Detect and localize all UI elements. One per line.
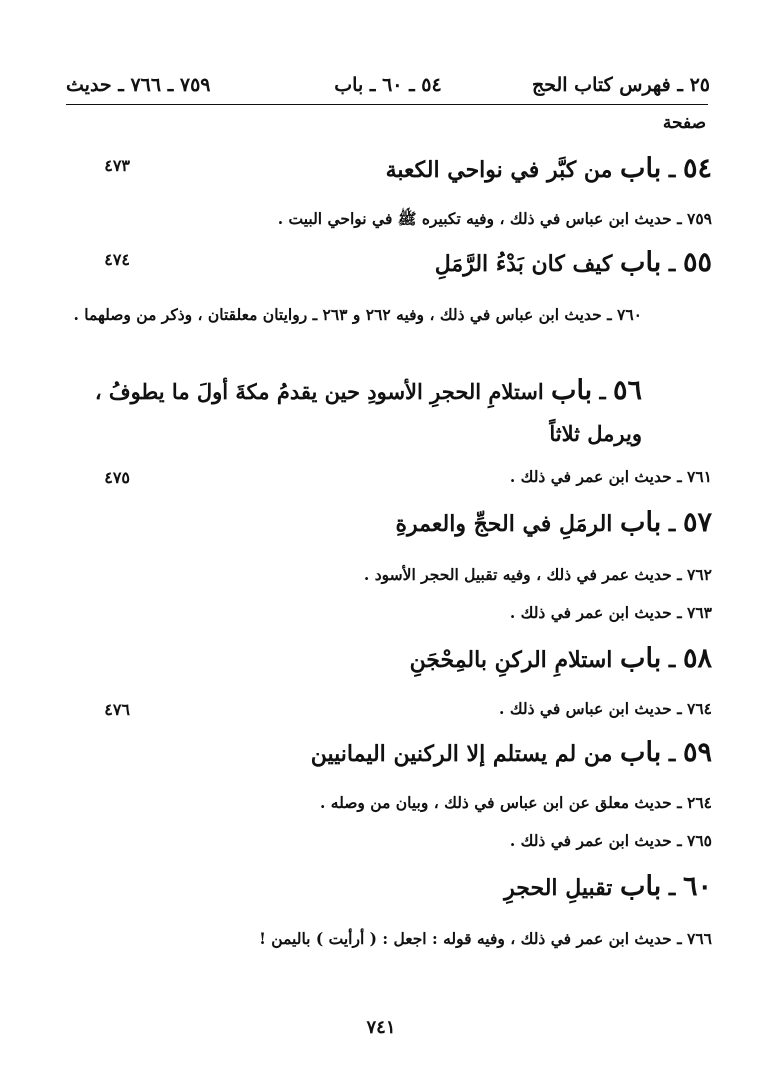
page-ref: ٤٧٣ bbox=[104, 156, 130, 175]
bab-title bbox=[130, 868, 712, 907]
bab-dash: ـ bbox=[661, 875, 683, 901]
hadith-text: ٧٥٩ ـ حديث ابن عباس في ذلك ، وفيه تكبيره ﷺ في نواحي البيت . bbox=[277, 209, 712, 228]
bab-dash: ـ bbox=[661, 251, 683, 277]
bab-title bbox=[130, 150, 712, 189]
bab-title bbox=[66, 370, 642, 455]
bab-heading: الرمَلِ في الحجِّ والعمرةِ bbox=[395, 511, 621, 537]
bab-dash: ـ bbox=[592, 379, 613, 404]
bab-number: ٥٦ bbox=[612, 375, 642, 406]
index-entry-bab-59 bbox=[60, 734, 712, 773]
index-entry-hadith-763 bbox=[60, 598, 712, 628]
bab-word: باب bbox=[620, 247, 662, 278]
header-bab-range: ٥٤ ـ ٦٠ ـ باب bbox=[334, 74, 442, 96]
hadith-text: ٧٦١ ـ حديث ابن عمر في ذلك . bbox=[509, 467, 712, 486]
bab-word: باب bbox=[620, 737, 662, 768]
index-entry-hadith-264 bbox=[60, 788, 712, 818]
bab-number: ٦٠ bbox=[682, 871, 712, 902]
bab-dash: ـ bbox=[661, 157, 683, 183]
hadith-text: ٧٦٣ ـ حديث ابن عمر في ذلك . bbox=[509, 603, 712, 622]
bab-title bbox=[130, 504, 712, 543]
bab-title bbox=[130, 734, 712, 773]
bab-number: ٥٨ bbox=[682, 643, 712, 674]
bab-word: باب bbox=[620, 153, 662, 184]
index-entry-bab-55 bbox=[60, 244, 712, 283]
bab-number: ٥٤ bbox=[682, 153, 712, 184]
bab-heading: تقبيلِ الحجرِ bbox=[504, 875, 621, 901]
bab-word: باب bbox=[620, 643, 662, 674]
bab-dash: ـ bbox=[661, 647, 683, 673]
hadith-text: ٢٦٤ ـ حديث معلق عن ابن عباس في ذلك ، وبيان من وصله . bbox=[320, 793, 712, 812]
page-ref: ٤٧٤ bbox=[104, 250, 130, 269]
bab-heading: كيف كان بَدْءُ الرَّمَلِ bbox=[434, 251, 621, 277]
index-entry-bab-57 bbox=[60, 504, 712, 543]
bab-word: باب bbox=[620, 507, 662, 538]
page-number: ٧٤١ bbox=[366, 1017, 396, 1038]
hadith-text: ٧٦٥ ـ حديث ابن عمر في ذلك . bbox=[509, 831, 712, 850]
page-ref: ٤٧٦ bbox=[104, 700, 130, 719]
index-entry-hadith-760 bbox=[66, 300, 712, 330]
bab-title bbox=[130, 244, 712, 283]
index-entry-bab-54 bbox=[60, 150, 712, 189]
bab-word: باب bbox=[551, 375, 593, 406]
bab-title bbox=[130, 640, 712, 679]
index-entry-bab-56 bbox=[66, 370, 712, 455]
index-entry-hadith-762 bbox=[60, 560, 712, 590]
index-entry-hadith-766 bbox=[60, 924, 712, 954]
running-header bbox=[66, 74, 710, 104]
index-entry-hadith-759 bbox=[60, 204, 712, 234]
bab-heading: من لم يستلم إلا الركنين اليمانيين bbox=[310, 741, 621, 767]
index-entry-hadith-765 bbox=[60, 826, 712, 856]
header-rule bbox=[66, 104, 708, 105]
index-entry-hadith-761 bbox=[60, 462, 712, 492]
hadith-text: ٧٦٤ ـ حديث ابن عباس في ذلك . bbox=[499, 699, 712, 718]
bab-number: ٥٧ bbox=[682, 507, 712, 538]
bab-heading: استلامِ الحجرِ الأسودِ حين يقدمُ مكةَ أولَ ما يطوفُ ، ويرمل ثلاثاً bbox=[94, 379, 642, 446]
hadith-text: ٧٦٢ ـ حديث عمر في ذلك ، وفيه تقبيل الحجر الأسود . bbox=[363, 565, 712, 584]
index-entry-bab-58 bbox=[60, 640, 712, 679]
page-column-label: صفحة bbox=[662, 113, 706, 133]
hadith-text: ٧٦٦ ـ حديث ابن عمر في ذلك ، وفيه قوله : اجعل : ( أرأيت ) باليمن ! bbox=[259, 929, 712, 948]
bab-heading: استلامِ الركنِ بالمِحْجَنِ bbox=[409, 647, 621, 673]
index-entry-hadith-764 bbox=[60, 694, 712, 724]
hadith-text: ٧٦٠ ـ حديث ابن عباس في ذلك ، وفيه ٢٦٢ و ٢٦٣ ـ روايتان معلقتان ، وذكر من وصلهما . bbox=[73, 305, 642, 324]
header-hadith-range: ٧٥٩ ـ ٧٦٦ ـ حديث bbox=[66, 74, 211, 96]
bab-dash: ـ bbox=[661, 511, 683, 537]
bab-heading: من كبَّر في نواحي الكعبة bbox=[385, 157, 621, 183]
index-entry-bab-60 bbox=[60, 868, 712, 907]
bab-word: باب bbox=[620, 871, 662, 902]
bab-number: ٥٩ bbox=[682, 737, 712, 768]
header-chapter-title: ٢٥ ـ فهرس كتاب الحج bbox=[531, 74, 710, 96]
bab-number: ٥٥ bbox=[682, 247, 712, 278]
bab-dash: ـ bbox=[661, 741, 683, 767]
page-ref: ٤٧٥ bbox=[104, 468, 130, 487]
